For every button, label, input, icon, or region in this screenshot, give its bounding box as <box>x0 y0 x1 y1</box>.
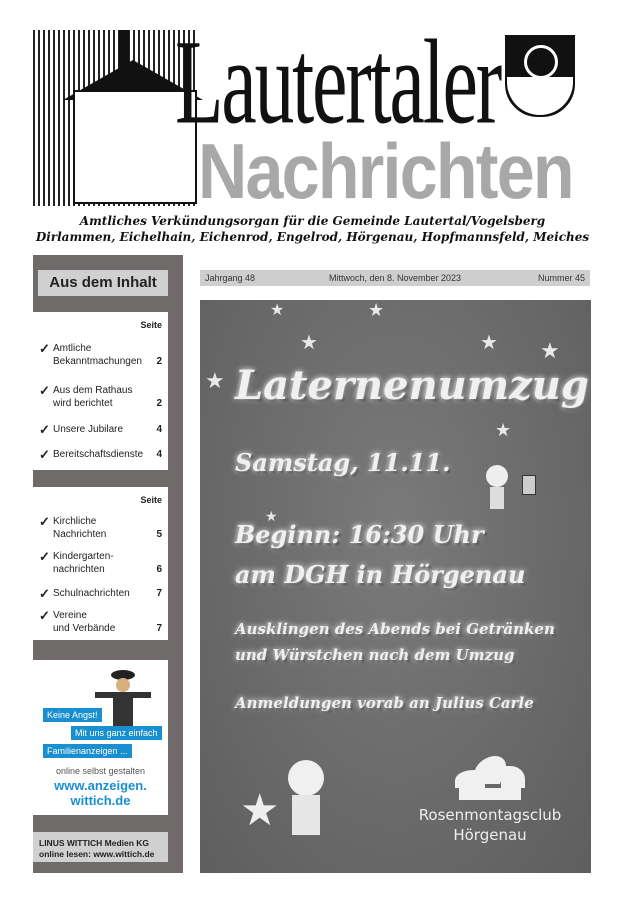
toc-item-label: Amtliche <box>53 343 92 354</box>
online-link[interactable]: online lesen: www.wittich.de <box>39 849 155 859</box>
issue-info-bar <box>200 270 590 286</box>
star-icon: ★ <box>495 420 512 440</box>
toc-item-label-cont: nachrichten <box>53 564 105 575</box>
masthead-villages: Dirlammen, Eichelhain, Eichenrod, Engelrod, Hörgenau, Hopfmannsfeld, Meiches <box>35 230 590 244</box>
jester-hat-logo-icon <box>445 756 535 806</box>
toc-item-label-cont: Nachrichten <box>53 529 107 540</box>
poster-location: am DGH in Hörgenau <box>235 560 526 589</box>
volume: Jahrgang 48 <box>205 273 256 283</box>
star-icon: ★ <box>270 302 285 319</box>
toc-item-page: 5 <box>156 529 162 540</box>
child-with-lantern-icon <box>480 455 540 515</box>
page-column-label: Seite <box>140 320 162 330</box>
toc-item[interactable] <box>39 550 162 576</box>
publisher-name: LINUS WITTICH Medien KG <box>39 838 150 848</box>
checkmark-icon: ✓ <box>39 608 50 623</box>
star-icon: ★ <box>300 332 318 354</box>
star-icon: ★ <box>265 508 278 524</box>
toc-item[interactable] <box>39 384 162 410</box>
ad-familienanzeigen[interactable] <box>33 660 168 815</box>
page-column-label: Seite <box>140 495 162 505</box>
checkmark-icon: ✓ <box>39 447 50 462</box>
ad-url-line1[interactable]: www.anzeigen. <box>54 778 147 793</box>
checkmark-icon: ✓ <box>39 514 50 529</box>
checkmark-icon: ✓ <box>39 549 50 564</box>
star-icon: ★ <box>368 300 385 320</box>
child-with-star-lantern-icon: ★ <box>240 755 350 845</box>
village-woodcut-illustration <box>33 30 195 206</box>
toc-item[interactable] <box>39 342 162 368</box>
club-name-line1: Rosenmontagsclub <box>418 806 562 824</box>
ad-url[interactable] <box>33 778 168 808</box>
poster-text-line2: und Würstchen nach dem Umzug <box>235 646 515 664</box>
toc-item-page: 4 <box>156 424 162 435</box>
toc-item-label-cont: Bekanntmachungen <box>53 356 142 367</box>
toc-item[interactable] <box>39 515 162 541</box>
toc-item-page: 7 <box>156 588 162 599</box>
toc-item-label-cont: wird berichtet <box>53 398 113 409</box>
table-of-contents-1 <box>33 312 168 470</box>
toc-item[interactable] <box>39 609 162 635</box>
checkmark-icon: ✓ <box>39 586 50 601</box>
poster-date: Samstag, 11.11. <box>235 448 451 477</box>
checkmark-icon: ✓ <box>39 422 50 437</box>
toc-item-label: Bereitschaftsdienste <box>53 449 144 460</box>
checkmark-icon: ✓ <box>39 383 50 398</box>
poster-start-time: Beginn: 16:30 Uhr <box>235 520 484 549</box>
keine-angst-label: Keine Angst! <box>43 708 102 722</box>
toc-item-label: Kirchliche <box>53 516 97 527</box>
ad-url-line2[interactable]: wittich.de <box>70 793 131 808</box>
toc-item[interactable] <box>39 587 162 600</box>
star-icon: ★ <box>540 338 560 363</box>
star-icon: ★ <box>205 368 225 393</box>
toc-item-page: 2 <box>156 398 162 409</box>
poster-registration: Anmeldungen vorab an Julius Carle <box>235 694 534 712</box>
toc-item-page: 2 <box>156 356 162 367</box>
poster-text-line1: Ausklingen des Abends bei Getränken <box>235 620 555 638</box>
toc-item[interactable] <box>39 423 162 436</box>
toc-item-page: 7 <box>156 623 162 634</box>
masthead-title-second-line: Nachrichten <box>198 127 573 215</box>
poster-title: Laternenumzug <box>235 362 589 409</box>
toc-item-label: Aus dem Rathaus <box>53 385 133 396</box>
toc-item-label: Kindergarten- <box>53 551 114 562</box>
issue-date: Mittwoch, den 8. November 2023 <box>328 273 462 283</box>
toc-item[interactable] <box>39 448 162 461</box>
toc-item-page: 6 <box>156 564 162 575</box>
masthead-subtitle: Amtliches Verkündungsorgan für die Gemeinde Lautertal/Vogelsberg <box>79 214 546 228</box>
toc-item-page: 4 <box>156 449 162 460</box>
publisher-footer <box>33 832 168 862</box>
club-name <box>410 805 570 845</box>
coat-of-arms-icon <box>505 35 575 117</box>
contents-heading: Aus dem Inhalt <box>38 270 168 296</box>
star-icon: ★ <box>480 332 498 354</box>
lantern-parade-poster <box>200 300 591 873</box>
table-of-contents-2 <box>33 487 168 640</box>
checkmark-icon: ✓ <box>39 341 50 356</box>
club-name-line2: Hörgenau <box>453 826 527 844</box>
ganz-einfach-label: Mit uns ganz einfach <box>71 726 162 740</box>
toc-item-label-cont: und Verbände <box>53 623 116 634</box>
toc-item-label: Unsere Jubilare <box>53 424 124 435</box>
ad-tagline: online selbst gestalten <box>55 766 146 776</box>
familienanzeigen-label: Familienanzeigen ... <box>43 744 132 758</box>
masthead-title: Lautertaler <box>175 15 501 150</box>
issue-number: Nummer 45 <box>537 273 585 283</box>
toc-item-label: Schulnachrichten <box>53 588 130 599</box>
toc-item-label: Vereine <box>53 610 87 621</box>
